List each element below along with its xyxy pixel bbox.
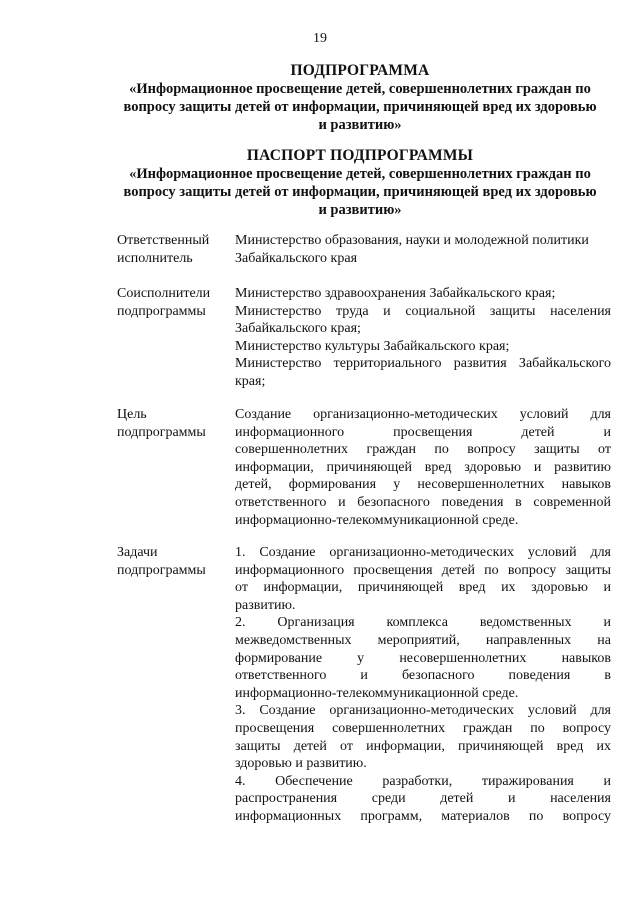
label-line: Задачи [117, 545, 158, 560]
label-line: Ответственный [117, 233, 210, 248]
passport-title-line: и развитию» [318, 202, 402, 218]
label-line: Цель [117, 407, 147, 422]
row-label [117, 544, 232, 579]
value-line: Министерство труда и социальной защиты населения [235, 303, 611, 319]
value-line: информационного просвещения детей по вопросу защиты [235, 562, 611, 578]
row-label [117, 285, 232, 320]
value-line: развитию. [235, 597, 296, 613]
value-line: Министерство здравоохранения Забайкальского края; [235, 286, 556, 301]
value-line: Министерство образования, науки и молодежной политики [235, 233, 589, 248]
value-line: просвещения совершеннолетних граждан по вопросу [235, 720, 611, 736]
value-line: Создание организационно-методических условий для [235, 407, 611, 422]
value-line: от информации, причиняющей вред их здоровью и [235, 580, 611, 596]
subprogram-title-line: вопросу защиты детей от информации, причиняющей вред их здоровью [123, 99, 597, 115]
label-line: подпрограммы [117, 562, 206, 578]
value-line: Забайкальского края; [235, 321, 361, 337]
subprogram-title-line: и развитию» [318, 117, 402, 133]
passport-title-line: вопросу защиты детей от информации, причиняющей вред их здоровью [123, 184, 597, 200]
value-line: формирование у несовершеннолетних навыков [235, 650, 611, 666]
value-line: межведомственных мероприятий, направленных на [235, 632, 611, 648]
subprogram-title-line: «Информационное просвещение детей, совершеннолетних граждан по [129, 81, 591, 97]
row-value [235, 406, 611, 529]
row-label [117, 406, 232, 441]
value-line: информационного просвещения детей и [235, 424, 611, 440]
value-line: 3. Создание организационно-методических условий для [235, 703, 611, 719]
value-line: 4. Обеспечение разработки, тиражирования и [235, 773, 611, 789]
value-line: детей, формирования у несовершеннолетних навыков [235, 477, 611, 493]
page-number: 19 [313, 31, 327, 46]
value-line: 2. Организация комплекса ведомственных и [235, 615, 611, 631]
value-line: Забайкальского края [235, 250, 358, 266]
value-line: ответственного и безопасного поведения в [235, 668, 611, 684]
value-line: Министерство территориального развития Забайкальского [235, 356, 611, 372]
label-line: подпрограммы [117, 303, 206, 319]
row-value [235, 544, 611, 826]
subprogram-title-main: ПОДПРОГРАММА [290, 62, 430, 79]
label-line: подпрограммы [117, 424, 206, 440]
value-line: информации, причиняющей вред здоровью и развитию [235, 459, 611, 475]
passport-title-line: «Информационное просвещение детей, совершеннолетних граждан по [129, 166, 591, 182]
value-line: информационных программ, материалов по вопросу [235, 808, 611, 824]
value-line: ответственного и безопасного поведения в современной [235, 494, 611, 510]
value-line: распространения среди детей и населения [235, 791, 611, 807]
value-line: информационно-телекоммуникационной среде. [235, 512, 519, 528]
row-label [117, 232, 232, 267]
row-value [235, 232, 611, 267]
passport-title-main: ПАСПОРТ ПОДПРОГРАММЫ [246, 147, 474, 164]
label-line: исполнитель [117, 250, 193, 266]
row-value [235, 285, 611, 391]
value-line: здоровью и развитию. [235, 756, 367, 772]
value-line: информационно-телекоммуникационной среде. [235, 685, 519, 701]
value-line: края; [235, 373, 266, 389]
passport-title [110, 147, 610, 219]
subprogram-title [110, 62, 610, 134]
label-line: Соисполнители [117, 286, 211, 301]
value-line: совершеннолетних граждан по вопросу защиты от [235, 442, 611, 458]
value-line: 1. Создание организационно-методических условий для [235, 545, 611, 560]
value-line: Министерство культуры Забайкальского края; [235, 338, 510, 354]
value-line: защиты детей от информации, причиняющей вред их [235, 738, 611, 754]
